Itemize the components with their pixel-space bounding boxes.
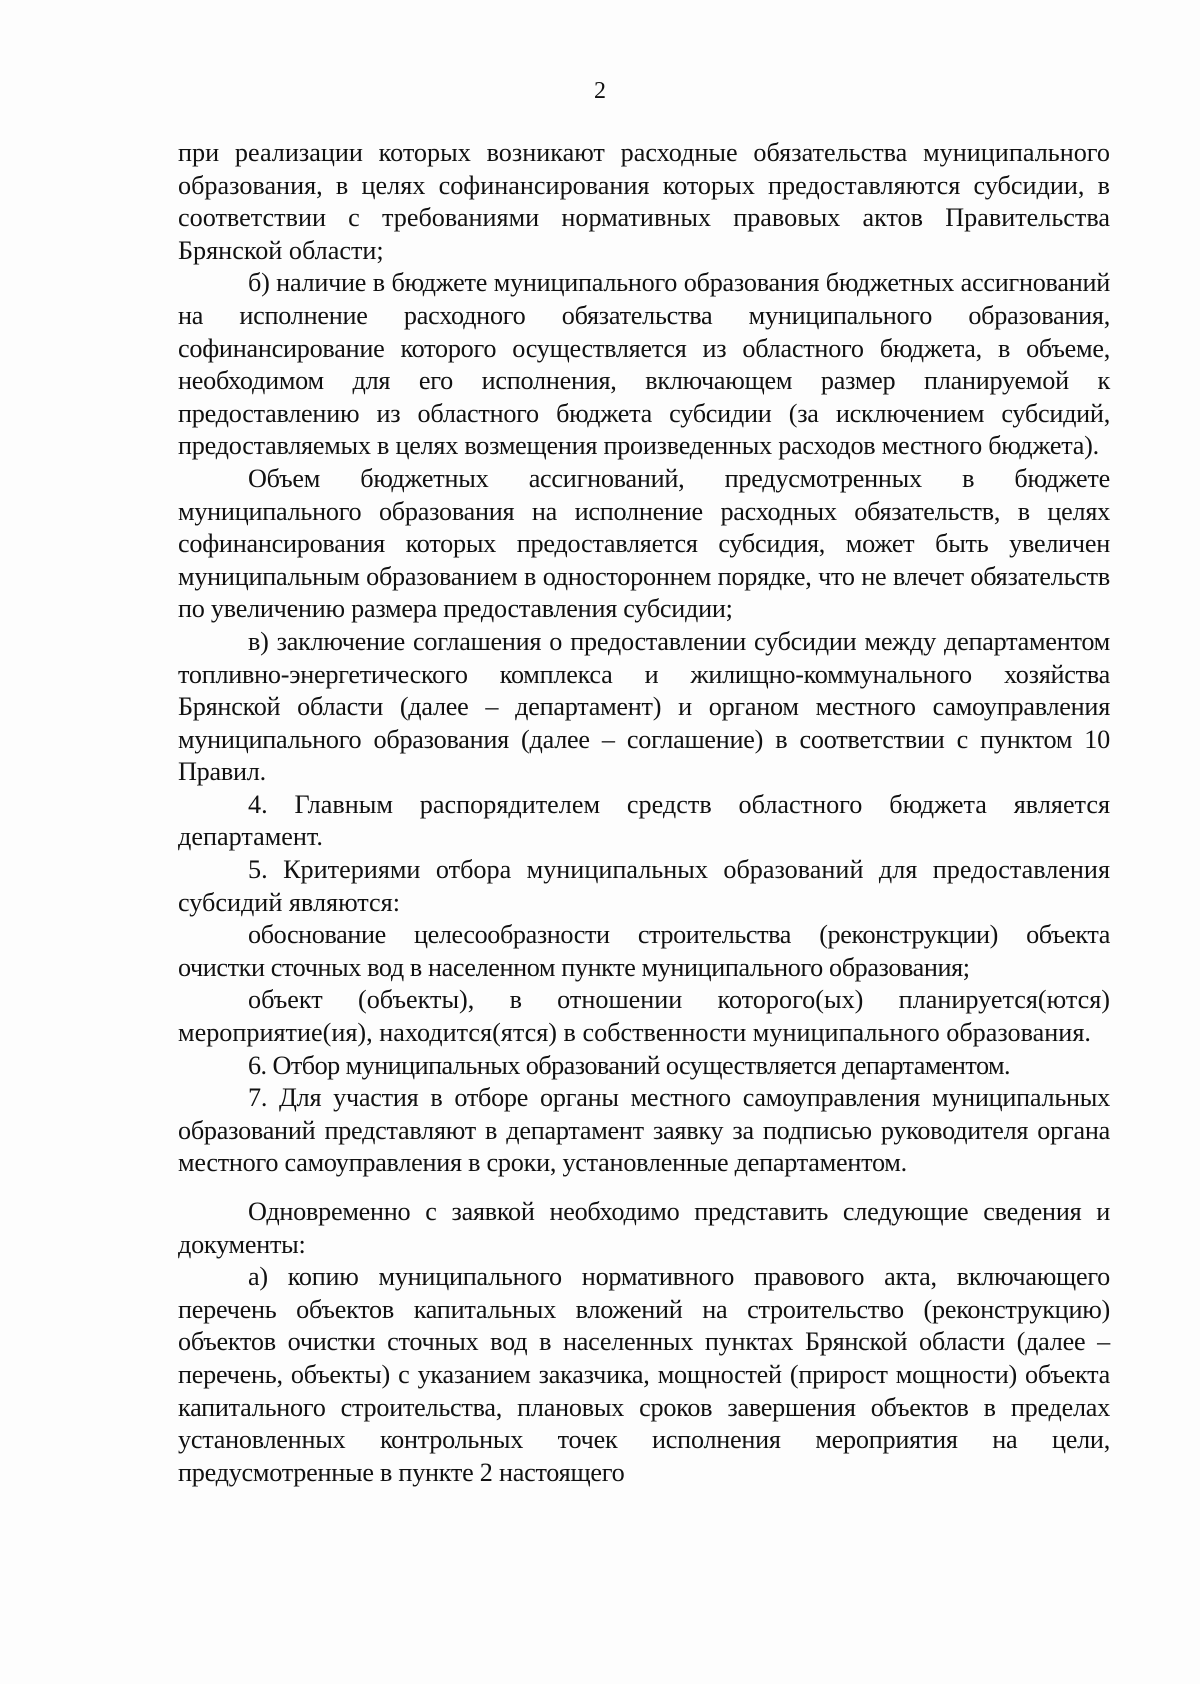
paragraph-clause-4: 4. Главным распорядителем средств областного бюджета является департамент. — [178, 789, 1110, 852]
paragraph-clause-7: 7. Для участия в отборе органы местного самоуправления муниципальных образований представляют в департамент заявку за подписью руководителя органа местного самоуправления в сроки, установленные департаментом. — [178, 1083, 1110, 1178]
paragraph-continuation: при реализации которых возникают расходные обязательства муниципального образования, в целях софинансирования которых предоставляются субсидии, в соответствии с требованиями нормативных правовых актов Правительства Брянской области; — [178, 138, 1110, 265]
page-number: 2 — [594, 78, 606, 104]
paragraph-item-b: б) наличие в бюджете муниципального образования бюджетных ассигнований на исполнение расходного обязательства муниципального образования, софинансирование которого осуществляется из областного бюджета, в объеме, необходимом для его исполнения, включающем размер планируемой к предоставлению из областного бюджета субсидии (за исключением субсидий, предоставляемых в целях возмещения произведенных расходов местного бюджета). — [178, 268, 1110, 461]
paragraph-documents-intro: Одновременно с заявкой необходимо представить следующие сведения и документы: — [178, 1197, 1110, 1259]
paragraph-criterion-justification: обоснование целесообразности строительства (реконструкции) объекта очистки сточных вод в населенном пункте муниципального образования; — [178, 920, 1110, 982]
paragraph-clause-6: 6. Отбор муниципальных образований осуществляется департаментом. — [248, 1050, 1011, 1080]
document-body — [178, 137, 1110, 1489]
paragraph-item-v: в) заключение соглашения о предоставлении субсидии между департаментом топливно-энергетического комплекса и жилищно-коммунального хозяйства Брянской области (далее – департамент) и органом местного самоуправления муниципального образования (далее – соглашение) в соответствии с пунктом 10 Правил. — [178, 626, 1110, 787]
paragraph-clause-5: 5. Критериями отбора муниципальных образований для предоставления субсидий являются: — [178, 855, 1110, 917]
paragraph-criterion-ownership: объект (объекты), в отношении которого(ых) планируется(ются) мероприятие(ия), находится(ятся) в собственности муниципального образования. — [178, 985, 1110, 1048]
paragraph-budget-volume: Объем бюджетных ассигнований, предусмотренных в бюджете муниципального образования на исполнение расходных обязательств, в целях софинансирования которых предоставляется субсидия, может быть увеличен муниципальным образованием в одностороннем порядке, что не влечет обязательств по увеличению размера предоставления субсидии; — [178, 463, 1110, 624]
paragraph-item-a: а) копию муниципального нормативного правового акта, включающего перечень объектов капитальных вложений на строительство (реконструкцию) объектов очистки сточных вод в населенных пунктах Брянской области (далее – перечень, объекты) с указанием заказчика, мощностей (прирост мощности) объекта капитального строительства, плановых сроков завершения объектов в пределах установленных контрольных точек исполнения мероприятия на цели, предусмотренные в пункте 2 настоящего — [178, 1262, 1110, 1487]
